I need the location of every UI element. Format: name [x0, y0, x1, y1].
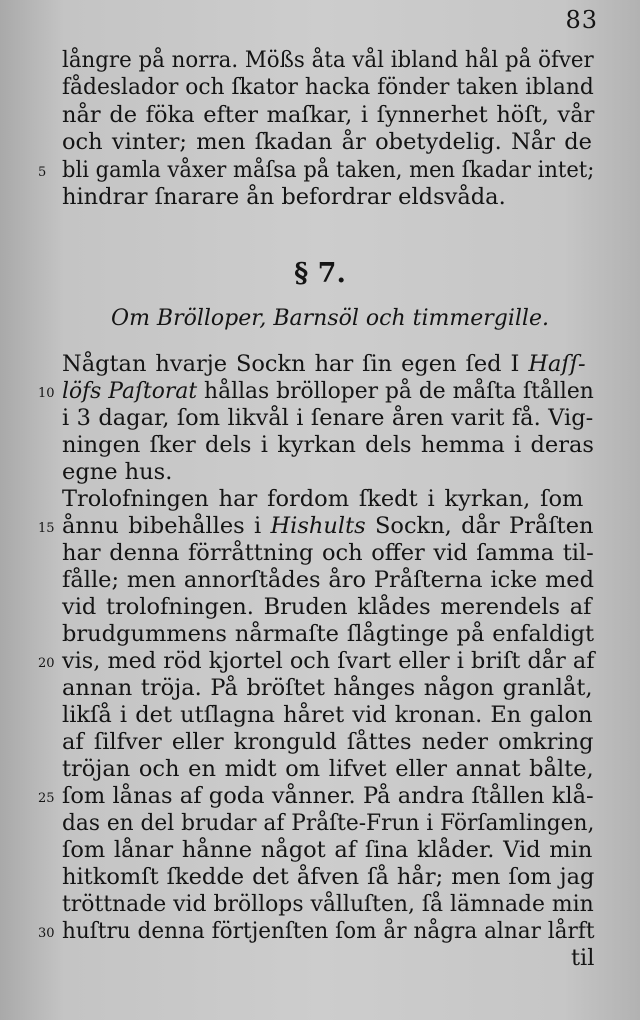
text-line — [62, 918, 595, 945]
text-line — [62, 783, 594, 810]
text-segment: ningen ſker dels i kyrkan dels hemma i deras — [62, 432, 594, 458]
text-segment: vis, med röd kjortel och ſvart eller i briſt dår af — [62, 648, 595, 674]
text-segment: ånnu bibehålles i — [62, 513, 271, 539]
line-number: 10 — [38, 386, 55, 401]
text-line — [62, 184, 506, 211]
page-number: 83 — [565, 6, 598, 34]
text-segment: Sockn, dår Pråſten — [365, 513, 594, 539]
text-line — [62, 567, 594, 594]
text-line — [62, 864, 594, 891]
text-segment: annan tröja. På bröſtet hånges någon granlåt, — [62, 675, 593, 701]
text-line — [62, 837, 592, 864]
italic-name: Haſſ- — [528, 351, 586, 377]
text-line — [62, 675, 593, 702]
text-segment: hållas brölloper på de måſta ſtållen — [197, 378, 594, 404]
text-segment: ſom lånas af goda vånner. På andra ſtållen klå- — [62, 783, 594, 809]
text-segment: Någtan hvarje Sockn har ſin egen ſed I — [62, 351, 529, 377]
text-line — [62, 129, 592, 156]
text-line — [62, 486, 583, 513]
text-line — [62, 621, 594, 648]
text-segment: das en del brudar af Pråſte-Frun i Förſamlingen, — [62, 810, 595, 836]
text-line — [62, 157, 594, 184]
text-line — [62, 405, 593, 432]
line-number: 25 — [38, 791, 55, 806]
text-line — [62, 729, 594, 756]
text-line — [62, 891, 594, 918]
text-line — [62, 432, 594, 459]
text-segment: har denna förråttning och offer vid ſamma til- — [62, 540, 594, 566]
text-segment: brudgummens nårmaſte ſlågtinge på enfaldigt — [62, 621, 595, 647]
text-segment: når de föka efter maſkar, i ſynnerhet höſt, vår — [62, 101, 595, 128]
text-segment: vid trolofningen. Bruden klådes merendels af — [62, 594, 592, 620]
text-line — [62, 351, 586, 378]
text-segment: fådeslador och ſkator hacka fönder taken ibland — [62, 74, 594, 101]
text-line — [62, 594, 591, 621]
text-segment: i 3 dagar, ſom likvål i ſenare åren varit få. Vig- — [62, 405, 594, 431]
line-number: 20 — [38, 656, 55, 671]
text-line — [62, 810, 594, 837]
text-segment: långre på norra. Mößs åta vål ibland hål på öfver — [62, 47, 594, 73]
text-segment: och vinter; men ſkadan år obetydelig. Når de — [62, 129, 592, 156]
text-line — [62, 47, 594, 74]
text-line — [62, 378, 594, 405]
text-line — [62, 102, 594, 129]
line-number: 30 — [38, 926, 55, 941]
italic-name: Hishults — [270, 513, 366, 539]
text-line — [62, 648, 595, 675]
text-line — [571, 945, 594, 972]
text-segment: til — [571, 945, 595, 971]
line-number: 15 — [38, 521, 55, 536]
text-segment: Trolofningen har fordom ſkedt i kyrkan, ſom — [62, 486, 584, 512]
text-line — [62, 459, 172, 486]
text-segment: ſom lånar hånne något af ſina klåder. Vid min — [62, 837, 593, 863]
section-title: Om Brölloper, Barnsöl och timmergille. — [111, 306, 549, 331]
text-segment: bli gamla våxer måſsa på taken, men ſkadar intet; — [62, 156, 595, 183]
italic-name: löfs Paſtorat — [62, 378, 198, 404]
text-segment: hindrar ſnarare ån befordrar eldsvåda. — [62, 184, 506, 210]
section-mark: § 7. — [294, 258, 346, 289]
text-line — [62, 756, 594, 783]
text-segment: huſtru denna förtjenſten ſom år några alnar lårft — [62, 918, 595, 944]
text-segment: tröjan och en midt om lifvet eller annat bålte, — [62, 756, 594, 782]
line-number: 5 — [38, 164, 47, 180]
text-line — [62, 702, 593, 729]
text-line — [62, 513, 594, 540]
text-line — [62, 540, 594, 567]
text-segment: hitkomſt ſkedde det åfven ſå hår; men ſom jag — [62, 864, 595, 890]
text-segment: tröttnade vid bröllops vålluſten, ſå lämnade min — [62, 891, 594, 917]
text-line — [62, 74, 594, 101]
text-segment: likſå i det utſlagna håret vid kronan. En galon — [62, 702, 593, 728]
text-segment: egne hus. — [62, 459, 173, 485]
text-segment: af ſilfver eller kronguld ſåttes neder omkring — [62, 729, 594, 755]
text-segment: fålle; men annorſtådes åro Pråſterna icke med — [62, 567, 595, 593]
